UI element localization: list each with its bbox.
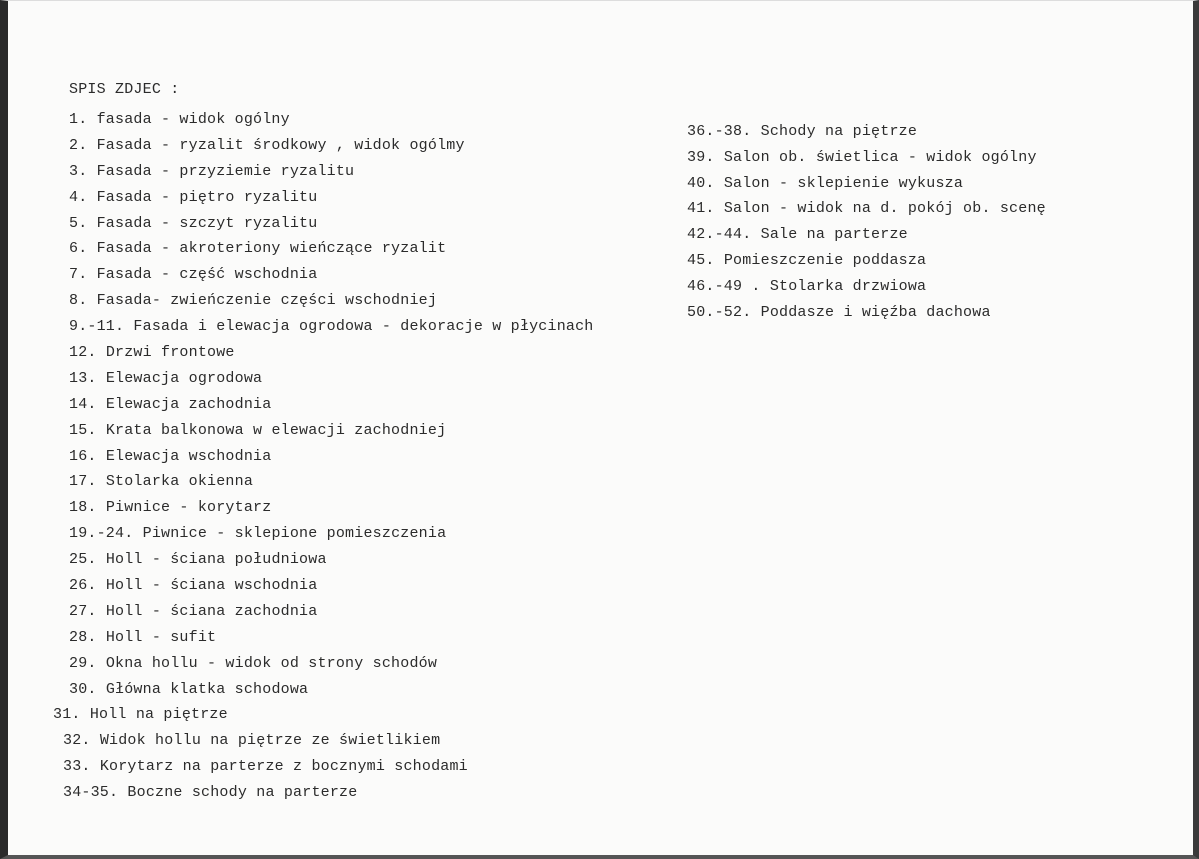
item-text: Elewacja wschodnia — [105, 447, 272, 465]
left-column — [53, 81, 693, 806]
item-number: 29. — [69, 654, 97, 672]
list-item — [687, 145, 1167, 171]
item-number: 46.-49 — [687, 277, 743, 295]
item-number: 34-35. — [63, 784, 119, 802]
item-text: Holl - sufit — [105, 628, 217, 646]
item-number: 15. — [69, 421, 97, 439]
item-text: Fasada - szczyt ryzalitu — [96, 214, 318, 232]
item-number: 32. — [63, 732, 91, 750]
item-text: Holl - ściana wschodnia — [105, 577, 318, 595]
item-text: Fasada - przyziemie ryzalitu — [96, 162, 355, 180]
item-text: Korytarz na parterze z bocznymi schodami — [99, 758, 468, 776]
item-number: 12. — [69, 344, 97, 362]
item-text: Piwnice - korytarz — [105, 499, 272, 517]
list-item — [687, 300, 1167, 326]
item-number: 36.-38. — [687, 123, 752, 140]
list-item — [53, 651, 693, 677]
item-number: 27. — [69, 602, 97, 620]
list-item — [687, 119, 1167, 145]
item-text: Fasada - część wschodnia — [96, 266, 318, 284]
item-number: 30. — [69, 680, 97, 698]
item-text: Holl na piętrze — [89, 706, 228, 724]
list-item — [53, 133, 693, 159]
item-number: 25. — [69, 551, 97, 569]
list-item — [53, 625, 693, 651]
item-number: 50.-52. — [687, 303, 752, 321]
item-text: Drzwi frontowe — [105, 344, 235, 362]
item-number: 2. — [69, 136, 88, 154]
list-item — [687, 274, 1167, 300]
list-item — [53, 444, 693, 470]
item-number: 45. — [687, 251, 715, 269]
list-item — [53, 469, 693, 495]
list-item — [53, 702, 693, 728]
list-item — [687, 196, 1167, 222]
list-item — [53, 314, 693, 340]
photo-list-left — [53, 107, 693, 806]
item-number: 41. — [687, 200, 715, 218]
list-item — [53, 236, 693, 262]
item-number: 3. — [69, 162, 88, 180]
list-item — [53, 677, 693, 703]
page-title: SPIS ZDJEC : — [69, 81, 180, 98]
item-text: Piwnice - sklepione pomieszczenia — [142, 525, 447, 543]
item-text: Widok hollu na piętrze ze świetlikiem — [99, 732, 441, 750]
item-number: 42.-44. — [687, 226, 752, 244]
list-item — [687, 171, 1167, 197]
item-text: Fasada - akroteriony wieńczące ryzalit — [96, 240, 447, 258]
list-item — [53, 547, 693, 573]
item-text: fasada - widok ogólny — [96, 111, 290, 128]
item-text: Stolarka okienna — [105, 473, 254, 491]
item-text: Holl - ściana południowa — [105, 551, 327, 569]
item-text: Elewacja ogrodowa — [105, 369, 263, 387]
item-text: Okna hollu - widok od strony schodów — [105, 654, 438, 672]
item-number: 4. — [69, 188, 88, 206]
list-item — [53, 288, 693, 314]
item-text: . Stolarka drzwiowa — [751, 277, 927, 295]
item-text: Schody na piętrze — [760, 123, 918, 140]
list-item — [53, 599, 693, 625]
list-item — [53, 185, 693, 211]
list-item — [53, 107, 693, 133]
item-text: Holl - ściana zachodnia — [105, 602, 318, 620]
list-item — [53, 366, 693, 392]
right-column — [687, 119, 1167, 325]
item-number: 31. — [53, 706, 81, 724]
item-number: 6. — [69, 240, 88, 258]
item-number: 8. — [69, 292, 88, 310]
item-number: 14. — [69, 395, 97, 413]
list-item — [53, 754, 693, 780]
item-number: 28. — [69, 628, 97, 646]
photo-list-right — [687, 119, 1167, 325]
list-item — [53, 159, 693, 185]
item-number: 26. — [69, 577, 97, 595]
list-item — [53, 728, 693, 754]
item-number: 40. — [687, 174, 715, 192]
list-item — [53, 780, 693, 806]
item-number: 16. — [69, 447, 97, 465]
item-text: Krata balkonowa w elewacji zachodniej — [105, 421, 447, 439]
item-number: 17. — [69, 473, 97, 491]
item-text: Salon - sklepienie wykusza — [723, 174, 964, 192]
item-text: Poddasze i więźba dachowa — [760, 303, 991, 321]
item-text: Fasada i elewacja ogrodowa - dekoracje w płycinach — [133, 318, 594, 336]
item-text: Główna klatka schodowa — [105, 680, 309, 698]
list-item — [53, 521, 693, 547]
item-number: 19.-24. — [69, 525, 134, 543]
item-number: 1. — [69, 111, 88, 128]
item-text: Salon - widok na d. pokój ob. scenę — [723, 200, 1046, 218]
item-text: Fasada- zwieńczenie części wschodniej — [96, 292, 438, 310]
item-number: 18. — [69, 499, 97, 517]
list-item — [53, 262, 693, 288]
item-number: 33. — [63, 758, 91, 776]
list-item — [53, 340, 693, 366]
list-item — [687, 222, 1167, 248]
list-item — [687, 248, 1167, 274]
item-text: Boczne schody na parterze — [127, 784, 358, 802]
list-item — [53, 211, 693, 237]
item-number: 9.-11. — [69, 318, 125, 336]
item-number: 7. — [69, 266, 88, 284]
item-text: Fasada - piętro ryzalitu — [96, 188, 318, 206]
item-number: 13. — [69, 369, 97, 387]
item-number: 39. — [687, 148, 715, 166]
item-text: Fasada - ryzalit środkowy , widok ogólmy — [96, 136, 465, 154]
list-item — [53, 573, 693, 599]
item-number: 5. — [69, 214, 88, 232]
list-item — [53, 418, 693, 444]
item-text: Pomieszczenie poddasza — [723, 251, 927, 269]
item-text: Elewacja zachodnia — [105, 395, 272, 413]
list-item — [53, 392, 693, 418]
item-text: Salon ob. świetlica - widok ogólny — [723, 148, 1037, 166]
item-text: Sale na parterze — [760, 226, 908, 244]
list-item — [53, 495, 693, 521]
